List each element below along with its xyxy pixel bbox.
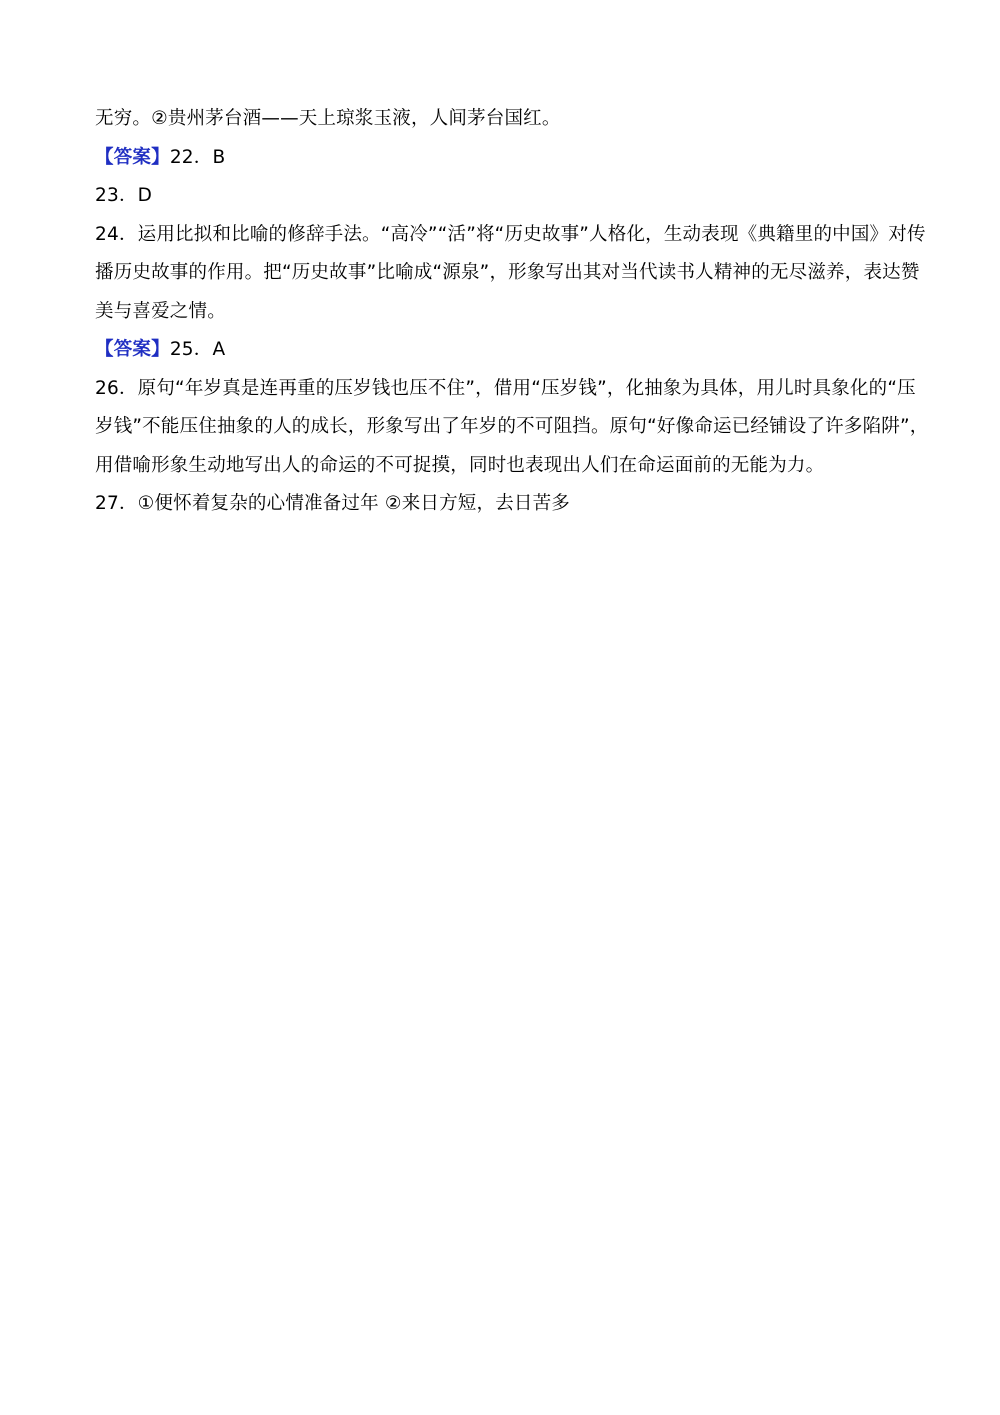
answer-text: 24．运用比拟和比喻的修辞手法。“高冷”“活”将“历史故事”人格化，生动表现《典籍里的中国》对传 — [95, 223, 926, 245]
text-line-1 — [95, 100, 920, 139]
answer-text: 美与喜爱之情。 — [95, 300, 226, 322]
answer-line-24-part-1 — [95, 216, 926, 255]
answer-tag: 【答案】 — [95, 146, 170, 168]
answer-text: 用借喻形象生动地写出人的命运的不可捉摸，同时也表现出人们在命运面前的无能为力。 — [95, 454, 825, 476]
answer-text: 26．原句“年岁真是连再重的压岁钱也压不住”，借用“压岁钱”，化抽象为具体，用儿时具象化的“压 — [95, 377, 916, 399]
answer-text: 播历史故事的作用。把“历史故事”比喻成“源泉”，形象写出其对当代读书人精神的无尽滋养，表达赞 — [95, 262, 920, 283]
answer-line-26-part-3 — [95, 447, 920, 486]
line-text: 无穷。②贵州茅台酒——天上琼浆玉液，人间茅台国红。 — [95, 108, 561, 129]
answer-text: 22．B — [169, 146, 226, 168]
answer-line-25 — [95, 331, 920, 370]
answer-line-27 — [95, 485, 920, 524]
answer-tag: 【答案】 — [95, 339, 170, 360]
answer-line-26-part-1 — [95, 370, 920, 409]
answer-line-26-part-2 — [95, 408, 929, 447]
answer-line-23 — [95, 177, 920, 216]
answer-line-22 — [95, 139, 920, 178]
answer-line-24-part-2 — [95, 254, 920, 293]
answer-line-24-part-3 — [95, 293, 920, 332]
answer-text: 23．D — [95, 185, 153, 206]
answer-text: 27．①便怀着复杂的心情准备过年 ②来日方短，去日苦多 — [95, 493, 570, 514]
answer-text: 25．A — [169, 339, 226, 360]
answer-text: 岁钱”不能压住抽象的人的成长，形象写出了年岁的不可阻挡。原句“好像命运已经铺设了许多陷阱”， — [95, 416, 929, 437]
answer-content — [95, 100, 929, 524]
